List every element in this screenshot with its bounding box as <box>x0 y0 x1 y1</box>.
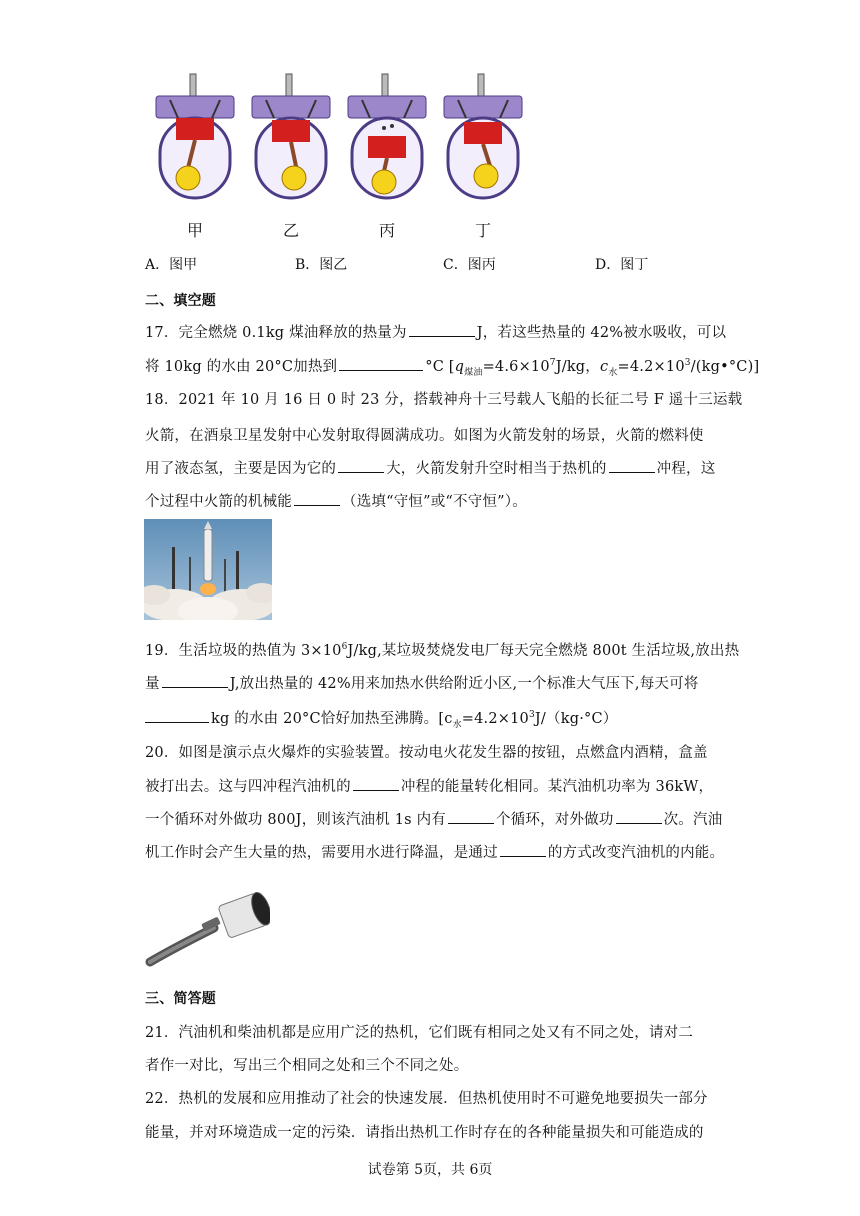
answer-blank <box>145 708 209 723</box>
answer-blank <box>339 356 423 371</box>
option-a: A．图甲 <box>145 257 198 273</box>
answer-blank <box>409 322 475 337</box>
figure-label-jia: 甲 <box>186 221 203 240</box>
q18-line-3: 用了液态氢，主要是因为它的 大，火箭发射升空时相当于热机的 冲程，这 <box>145 457 715 478</box>
answer-blank <box>294 491 340 506</box>
rocket-launch-photo <box>144 519 272 620</box>
figure-label-ding: 丁 <box>474 221 491 240</box>
answer-blank <box>338 458 384 473</box>
answer-blank <box>500 842 546 857</box>
answer-options <box>145 254 745 274</box>
engine-diagram-icon <box>438 72 528 212</box>
section-heading-short-answer: 三、简答题 <box>145 991 216 1007</box>
answer-blank <box>616 809 662 824</box>
option-d: D．图丁 <box>595 257 649 273</box>
q20-line-1: 20．如图是演示点火爆炸的实验装置。按动电火花发生器的按钮，点燃盒内酒精，盒盖 <box>145 745 708 761</box>
option-c: C．图丙 <box>443 257 496 273</box>
q17-line-1: 17．完全燃烧 0.1kg 煤油释放的热量为 J，若这些热量的 42%被水吸收，可以 <box>145 321 726 342</box>
q20-line-2: 被打出去。这与四冲程汽油机的 冲程的能量转化相同。某汽油机功率为 36kW， <box>145 775 713 796</box>
answer-blank <box>609 458 655 473</box>
answer-blank <box>162 673 228 688</box>
q20-line-3: 一个循环对外做功 800J，则该汽油机 1s 内有 个循环，对外做功 次。汽油 <box>145 808 722 829</box>
q19-line-1: 19．生活垃圾的热值为 $3\times 10^6J/kg$,某垃圾焚烧发电厂每天完全燃烧 800t 生活垃圾,放出热 <box>145 642 740 659</box>
page-footer: 试卷第 5页，共 6页 <box>367 1162 493 1178</box>
engine-figure-yi <box>246 72 336 242</box>
spark-ignition-device-illustration <box>144 888 270 974</box>
q21-line-1: 21．汽油机和柴油机都是应用广泛的热机，它们既有相同之处又有不同之处，请对二 <box>145 1025 694 1041</box>
engine-diagram-icon <box>150 72 240 212</box>
q18-line-2: 火箭，在酒泉卫星发射中心发射取得圆满成功。如图为火箭发射的场景，火箭的燃料使 <box>145 428 704 444</box>
q22-line-2: 能量，并对环境造成一定的污染．请指出热机工作时存在的各种能量损失和可能造成的 <box>145 1125 704 1141</box>
q22-line-1: 22．热机的发展和应用推动了社会的快速发展．但热机使用时不可避免地要损失一部分 <box>145 1091 708 1107</box>
figure-label-bing: 丙 <box>378 221 395 240</box>
q18-line-4: 个过程中火箭的机械能 （选填“守恒”或“不守恒”）。 <box>145 490 527 511</box>
engine-strokes-figure <box>150 72 530 242</box>
engine-figure-bing <box>342 72 432 242</box>
engine-diagram-icon <box>246 72 336 212</box>
q19-line-2: 量 J,放出热量的 42%用来加热水供给附近小区,一个标准大气压下,每天可将 <box>145 672 699 693</box>
option-b: B．图乙 <box>295 257 348 273</box>
q21-line-2: 者作一对比，写出三个相同之处和三个不同之处。 <box>145 1058 469 1074</box>
engine-figure-jia <box>150 72 240 242</box>
engine-figure-ding <box>438 72 528 242</box>
q20-line-4: 机工作时会产生大量的热，需要用水进行降温，是通过 的方式改变汽油机的内能。 <box>145 841 724 862</box>
q17-line-2: 将 10kg 的水由 20°C加热到 °C [$q_{煤油}=4.6\times 10^7J/kg$，$c_水=4.2\times 10^3/(kg•^\circ C)$] <box>145 355 759 378</box>
section-heading-fill-in: 二、填空题 <box>145 293 216 309</box>
answer-blank <box>353 776 399 791</box>
figure-label-yi: 乙 <box>282 221 299 240</box>
q19-line-3: kg 的水由 20°C恰好加热至沸腾。[$c_水=4.2\times 10^3J/(kg\cdot^\circ C)$ <box>145 707 617 730</box>
answer-blank <box>448 809 494 824</box>
q18-line-1: 18．2021 年 10 月 16 日 0 时 23 分，搭载神舟十三号载人飞船的长征二号 F 遥十三运载 <box>145 392 743 408</box>
engine-diagram-icon <box>342 72 432 212</box>
